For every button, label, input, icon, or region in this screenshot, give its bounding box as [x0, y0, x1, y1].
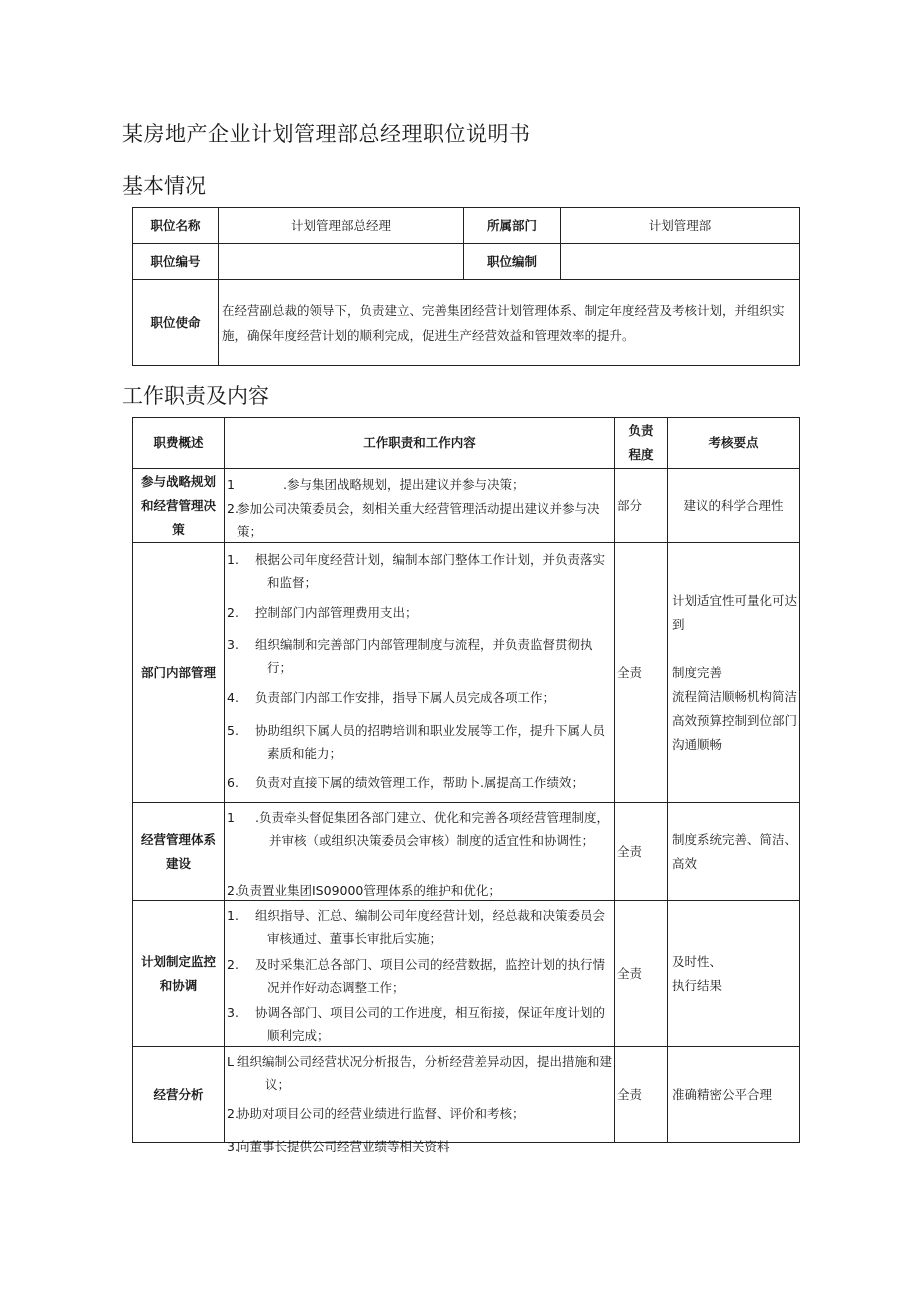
row-kpi: [668, 901, 800, 1047]
list-item: [227, 953, 612, 999]
item-text: 组织编制和完善部门内部管理制度与流程，并负责监督贯彻执行；: [255, 637, 593, 675]
table-row: [133, 803, 800, 901]
item-text: 向董事长提供公司经营业绩等相关资料: [237, 1139, 450, 1154]
item-text: .参与集团战略规划，提出建议并参与决策；: [283, 477, 525, 492]
section-basic-title: 基本情况: [122, 174, 206, 198]
list-item: [227, 806, 612, 852]
item-text: 协助对项目公司的经营业绩进行监督、评价和考核；: [237, 1106, 525, 1121]
headcount-value: [561, 244, 800, 280]
kpi-line: 计划适宜性可量化可达到: [672, 592, 798, 632]
table-row: [133, 543, 800, 803]
table-row: [133, 469, 800, 543]
row-degree: 部分: [615, 469, 668, 543]
row-content: [225, 1047, 615, 1154]
item-number: 2.: [227, 957, 239, 972]
row-content: [225, 543, 615, 803]
item-text: [237, 497, 612, 543]
item-number: L: [227, 1054, 234, 1069]
item-number: 5.: [227, 723, 239, 738]
item-text: 及时采集汇总各部门、项目公司的经营数据，监控计划的执行情况并作好动态调整工作；: [255, 957, 606, 995]
row-degree: 全责: [615, 901, 668, 1047]
item-number: 3.: [227, 1139, 239, 1154]
position-name-label: 职位名称: [133, 208, 219, 244]
kpi-line: 流程简洁顺畅机构简洁高效预算控制到位部门沟通顺畅: [672, 688, 798, 752]
item-text: 负责部门内部工作安排，指导下属人员完成各项工作；: [255, 690, 556, 705]
list-item: [227, 601, 612, 624]
header-category: 职费概述: [133, 418, 225, 469]
row-content: [225, 469, 615, 543]
item-text: 组织编制公司经营状况分析报告，分析经营差异动因，提出措施和建议；: [237, 1054, 613, 1092]
table-row: [133, 901, 800, 1047]
header-content: 工作职责和工作内容: [225, 418, 615, 469]
item-number: 2.: [227, 883, 239, 898]
duties-table: [132, 417, 800, 1154]
mission-value: 在经营副总裁的领导下，负责建立、完善集团经营计划管理体系、制定年度经营及考核计划，并组织实施，确保年度经营计划的顺利完成，促进生产经营效益和管理效率的提升。: [219, 280, 800, 366]
kpi-line: 及时性、: [672, 953, 723, 969]
row-category: 部门内部管理: [133, 543, 225, 803]
item-number: 2.: [227, 501, 239, 516]
row-category: 计划制定监控和协调: [133, 901, 225, 1047]
position-no-value: [219, 244, 464, 280]
header-degree-line1: 负责: [628, 423, 654, 438]
row-degree: 全责: [615, 543, 668, 803]
position-no-label: 职位编号: [133, 244, 219, 280]
row-kpi: 准确精密公平合理: [668, 1047, 800, 1143]
department-value: 计划管理部: [561, 208, 800, 244]
department-label: 所属部门: [464, 208, 561, 244]
row-content: [225, 803, 615, 901]
row-degree: 全责: [615, 1047, 668, 1143]
list-item: [227, 1050, 612, 1096]
list-item: [227, 771, 612, 794]
item-number: 2.: [227, 605, 239, 620]
list-item: [227, 548, 612, 594]
item-number: 3.: [227, 637, 239, 652]
item-text: 负责置业集团IS09000管理体系的维护和优化；: [237, 883, 501, 898]
item-number: 4.: [227, 690, 239, 705]
list-item: [227, 879, 612, 902]
item-number: 1.: [227, 908, 239, 923]
list-item: [227, 633, 612, 679]
row-category: 参与战略规划和经营管理决策: [133, 469, 225, 543]
item-text: 协助组织下属人员的招聘培训和职业发展等工作，提升下属人员素质和能力；: [255, 723, 606, 761]
list-item: [227, 719, 612, 765]
mission-label: 职位使命: [133, 280, 219, 366]
row-category: 经营管理体系建设: [133, 803, 225, 901]
section-duties-title: 工作职责及内容: [122, 384, 269, 408]
item-text: 控制部门内部管理费用支出；: [255, 605, 418, 620]
row-kpi: 制度系统完善、简洁、高效: [668, 803, 800, 901]
item-number: 3.: [227, 1005, 239, 1020]
item-text: 协调各部门、项目公司的工作进度，相互衔接，保证年度计划的顺利完成；: [255, 1005, 606, 1043]
list-item: [227, 497, 612, 543]
row-kpi: 建议的科学合理性: [668, 469, 800, 543]
list-item: [227, 1102, 612, 1125]
document-title: 某房地产企业计划管理部总经理职位说明书: [122, 122, 531, 146]
item-text: 负责对直接下属的绩效管理工作，帮助卜.属提高工作绩效；: [255, 775, 584, 790]
kpi-line: 制度完善: [672, 664, 723, 680]
item-text: 根据公司年度经营计划，编制本部门整体工作计划，并负责落实和监督；: [255, 552, 606, 590]
header-degree: [615, 418, 668, 469]
list-item: [227, 473, 612, 496]
item-text: 组织指导、汇总、编制公司年度经营计划，经总裁和决策委员会审核通过、董事长审批后实施；: [255, 908, 606, 946]
list-item: [227, 1001, 612, 1047]
headcount-label: 职位编制: [464, 244, 561, 280]
list-item: [227, 686, 612, 709]
row-degree: 全责: [615, 803, 668, 901]
item-text: .负责牵头督促集团各部门建立、优化和完善各项经营管理制度，并审核（或组织决策委员会审核）制度的适宜性和协调性；: [255, 810, 609, 848]
table-row: [133, 1047, 800, 1143]
kpi-line: 执行结果: [672, 977, 723, 993]
list-item: [227, 1135, 612, 1158]
row-kpi: [668, 543, 800, 803]
basic-info-table: [132, 207, 800, 366]
item-number: 1: [227, 810, 235, 825]
item-number: 2.: [227, 1106, 239, 1121]
item-text-content: 参加公司决策委员会，刻相关重大经营管理活动提出建议并参与决策；: [237, 501, 600, 539]
item-number: 1.: [227, 552, 239, 567]
position-name-value: 计划管理部总经理: [219, 208, 464, 244]
list-item: [227, 904, 612, 950]
item-number: 1: [227, 477, 235, 492]
row-category: 经营分析: [133, 1047, 225, 1143]
header-degree-line2: 程度: [628, 447, 654, 462]
item-number: 6.: [227, 775, 239, 790]
header-kpi: 考核要点: [668, 418, 800, 469]
row-content: [225, 901, 615, 1047]
